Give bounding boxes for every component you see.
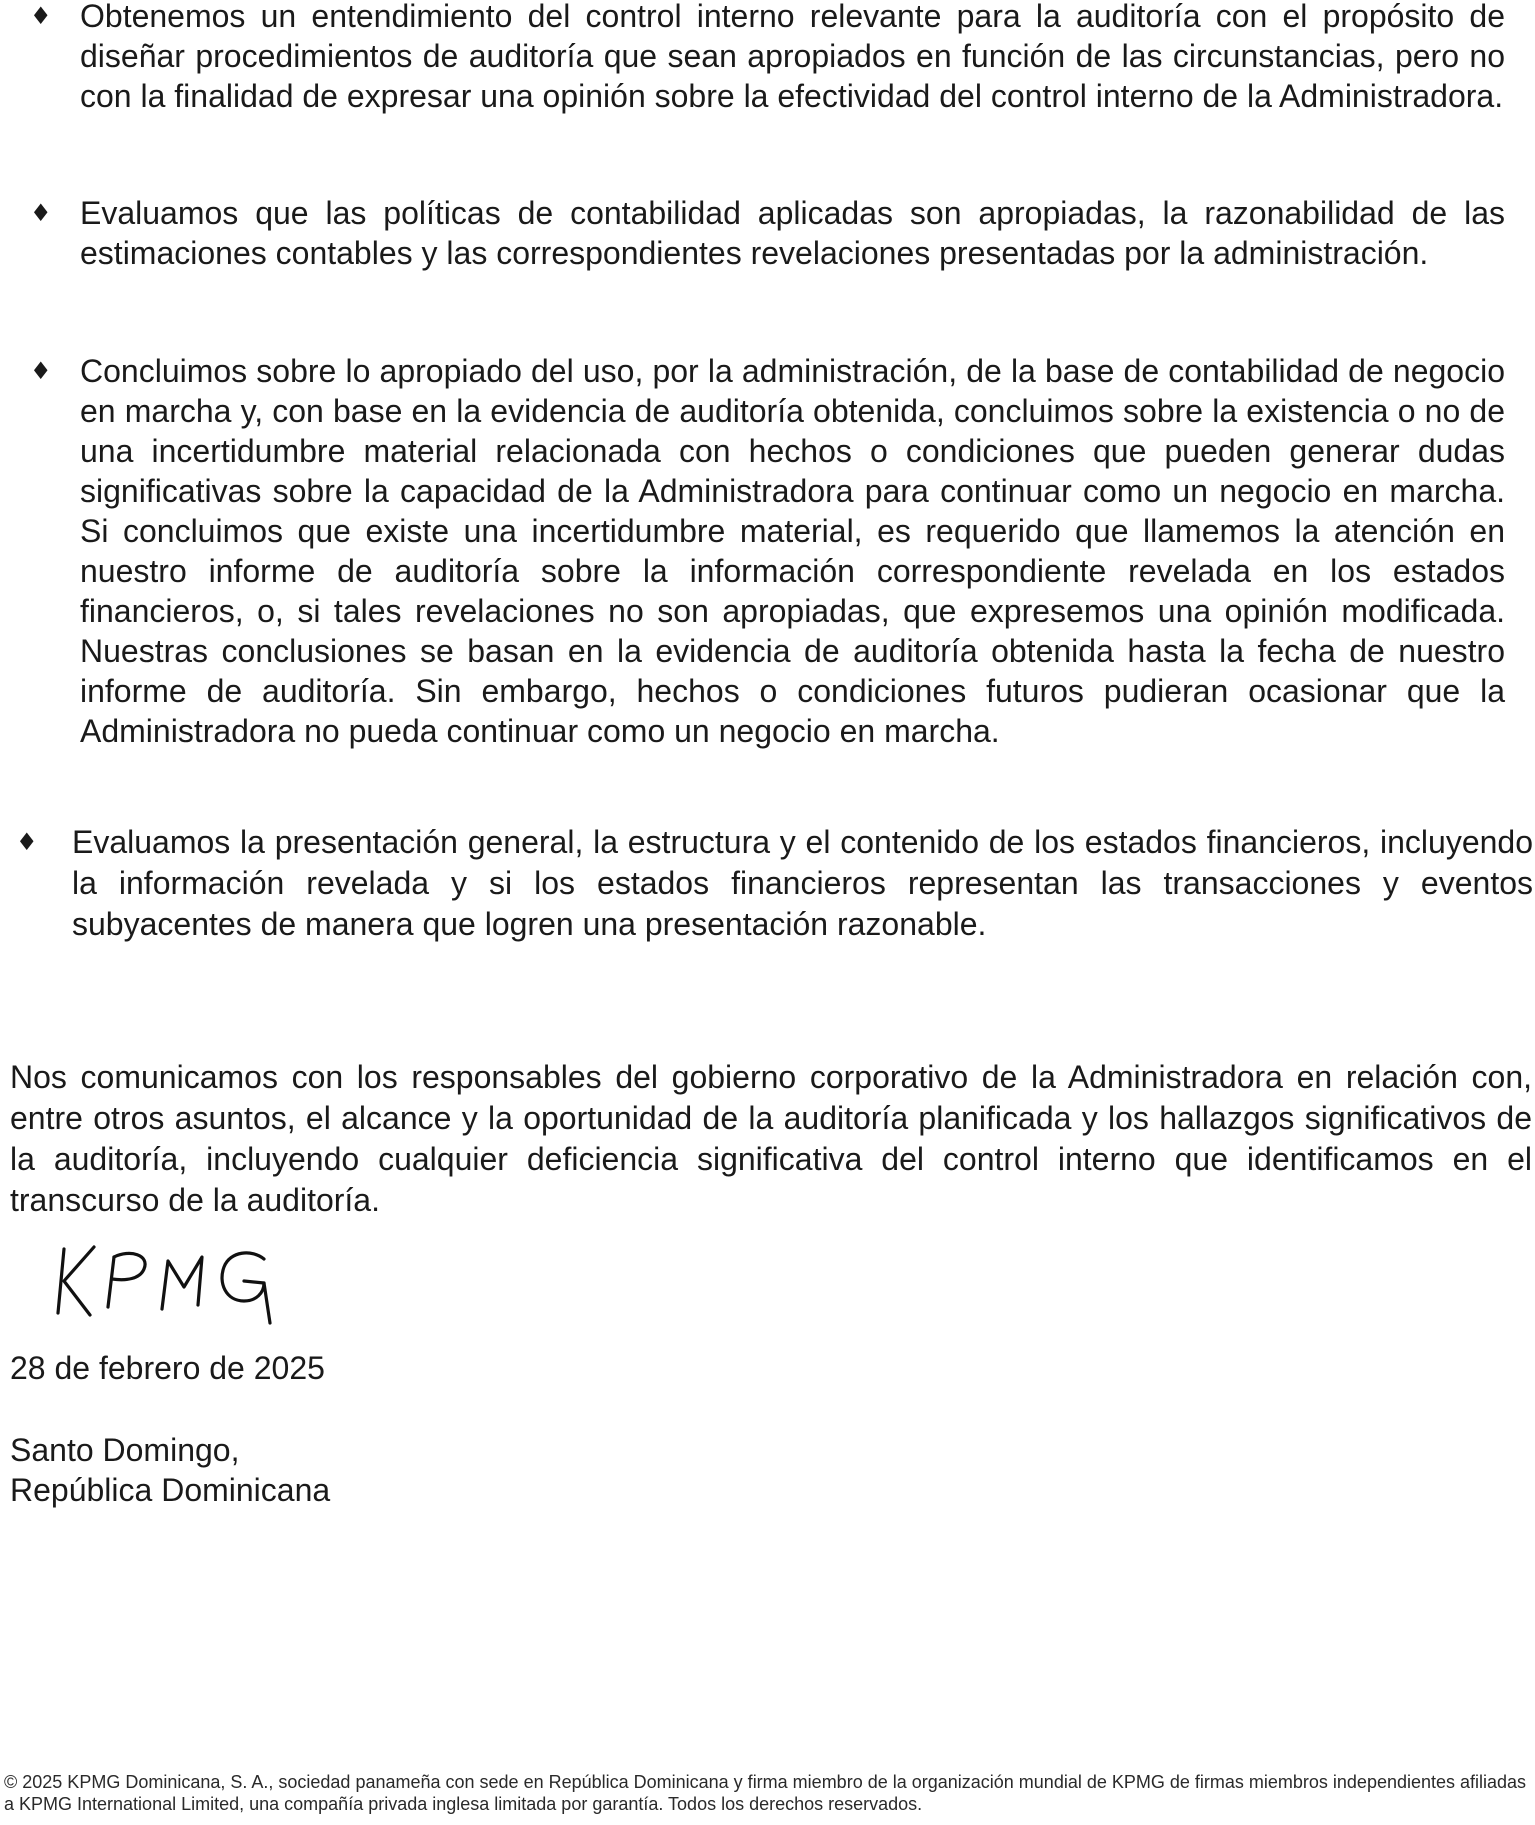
bullet-item-internal-control [30,0,1505,116]
bullet-text: Obtenemos un entendimiento del control interno relevante para la auditoría con el propósito de diseñar procedimientos de auditoría que sean apropiados en función de las circunstancias, pero no con la finalidad de expresar una opinión sobre la efectividad del control interno de la Administradora. [80,0,1505,114]
diamond-bullet-icon: ♦ [30,2,52,30]
diamond-bullet-icon: ♦ [16,828,38,856]
location-city: Santo Domingo, [10,1432,240,1468]
bullet-item-presentation [16,822,1533,945]
bullet-text: Evaluamos la presentación general, la estructura y el contenido de los estados financieros, incluyendo la información revelada y si los estados financieros representan las transacciones y eventos subyacentes de manera que logren una presentación razonable. [72,824,1533,942]
bullet-item-going-concern [30,351,1505,751]
report-date: 28 de febrero de 2025 [10,1350,325,1386]
diamond-bullet-icon: ♦ [30,199,52,227]
kpmg-signature [50,1235,290,1325]
bullet-item-accounting-policies [30,193,1505,273]
diamond-bullet-icon: ♦ [30,357,52,385]
bullet-text: Evaluamos que las políticas de contabilidad aplicadas son apropiadas, la razonabilidad de las estimaciones contables y las correspondientes revelaciones presentadas por la administración. [80,195,1505,271]
location-country: República Dominicana [10,1472,331,1508]
bullet-text: Concluimos sobre lo apropiado del uso, por la administración, de la base de contabilidad de negocio en marcha y, con base en la evidencia de auditoría obtenida, concluimos sobre la existencia o no de una incertidumbre material relacionada con hechos o condiciones que pueden generar dudas significativas sobre la capacidad de la Administradora para continuar como un negocio en marcha. Si concluimos que existe una incertidumbre material, es requerido que llamemos la atención en nuestro informe de auditoría sobre la información correspondiente revelada en los estados financieros, o, si tales revelaciones no son apropiadas, que expresemos una opinión modificada. Nuestras conclusiones se basan en la evidencia de auditoría obtenida hasta la fecha de nuestro informe de auditoría. Sin embargo, hechos o condiciones futuros pudieran ocasionar que la Administradora no pueda continuar como un negocio en marcha. [80,353,1505,749]
copyright-footer: © 2025 KPMG Dominicana, S. A., sociedad panameña con sede en República Dominicana y firma miembro de la organización mundial de KPMG de firmas miembros independientes afiliadas a KPMG International Limited, una compañía privada inglesa limitada por garantía. Todos los derechos reservados. [4,1772,1527,1814]
closing-paragraph: Nos comunicamos con los responsables del gobierno corporativo de la Administradora en relación con, entre otros asuntos, el alcance y la oportunidad de la auditoría planificada y los hallazgos significativos de la auditoría, incluyendo cualquier deficiencia significativa del control interno que identificamos en el transcurso de la auditoría. [10,1059,1532,1218]
